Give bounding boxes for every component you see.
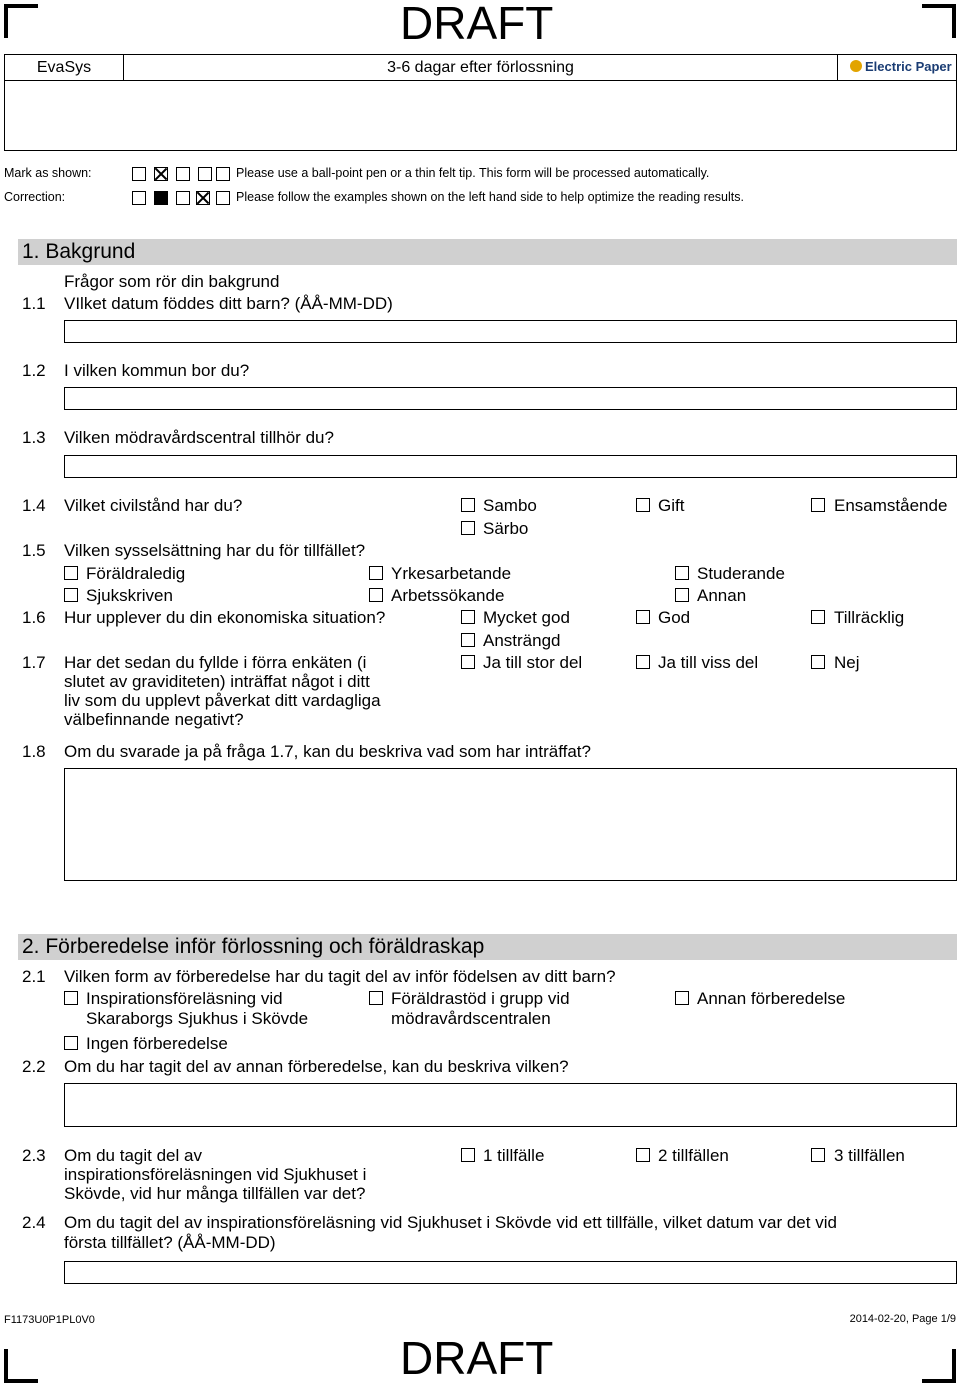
q2-1-checkbox-inspirationsforelasning[interactable] [64, 991, 78, 1005]
q1-7-text-line-3: liv som du upplevt påverkat ditt vardagliga [64, 691, 381, 710]
q1-5-option-studerande: Studerande [697, 564, 785, 583]
footer-form-code: F1173U0P1PL0V0 [4, 1314, 95, 1326]
q1-6-text: Hur upplever du din ekonomiska situation? [64, 608, 386, 627]
q1-6-checkbox-god[interactable] [636, 610, 650, 624]
q1-2-text: I vilken kommun bor du? [64, 361, 250, 380]
q2-2-number: 2.2 [22, 1057, 46, 1076]
q1-4-option-gift: Gift [658, 496, 685, 515]
q2-3-option-3-tillfallen: 3 tillfällen [834, 1146, 905, 1165]
q2-1-number: 2.1 [22, 967, 46, 986]
q1-7-number: 1.7 [22, 653, 46, 672]
q2-4-text-line-2: första tillfället? (ÅÅ-MM-DD) [64, 1233, 276, 1252]
example-checkbox-empty-1 [132, 167, 146, 181]
header-title: 3-6 dagar efter förlossning [387, 59, 574, 76]
q2-3-checkbox-2-tillfallen[interactable] [636, 1148, 650, 1162]
q1-1-text: VIlket datum föddes ditt barn? (ÅÅ-MM-DD) [64, 294, 393, 313]
q1-6-checkbox-mycket-god[interactable] [461, 610, 475, 624]
example-checkbox-empty-2 [176, 167, 190, 181]
corner-mark-bottom-left [4, 1349, 38, 1383]
q2-1-option-inspiration-line-2: Skaraborgs Sjukhus i Skövde [86, 1009, 309, 1028]
q1-5-option-foraldraledig: Föräldraledig [86, 564, 186, 583]
q2-4-text-line-1: Om du tagit del av inspirationsföreläsning vid Sjukhuset i Skövde vid ett tillfälle, vilket datum var det vid [64, 1213, 837, 1232]
q1-6-option-god: God [658, 608, 691, 627]
mark-instruction: Please use a ball-point pen or a thin felt tip. This form will be processed automatically. [236, 166, 710, 180]
q1-4-number: 1.4 [22, 496, 46, 515]
q1-5-option-arbetssokande: Arbetssökande [391, 586, 505, 605]
q2-2-text: Om du har tagit del av annan förberedelse, kan du beskriva vilken? [64, 1057, 569, 1076]
q1-5-option-sjukskriven: Sjukskriven [86, 586, 173, 605]
example-checkbox-empty-3 [198, 167, 212, 181]
section-2-title: 2. Förberedelse inför förlossning och föräldraskap [18, 934, 957, 960]
mark-label: Mark as shown: [4, 166, 92, 180]
q1-6-checkbox-tillracklig[interactable] [811, 610, 825, 624]
q2-4-number: 2.4 [22, 1213, 46, 1232]
correction-checkbox-empty-3 [216, 191, 230, 205]
q1-3-number: 1.3 [22, 428, 46, 447]
q1-7-checkbox-ja-till-viss-del[interactable] [636, 655, 650, 669]
q2-1-checkbox-annan-forberedelse[interactable] [675, 991, 689, 1005]
footer-date-page: 2014-02-20, Page 1/9 [849, 1313, 956, 1325]
correction-instruction: Please follow the examples shown on the left hand side to help optimize the reading results. [236, 190, 744, 204]
q1-7-text-line-2: slutet av graviditeten) inträffat något i ditt [64, 672, 370, 691]
q1-5-checkbox-sjukskriven[interactable] [64, 588, 78, 602]
q2-3-checkbox-1-tillfalle[interactable] [461, 1148, 475, 1162]
q1-6-number: 1.6 [22, 608, 46, 627]
q1-6-option-mycket-god: Mycket god [483, 608, 570, 627]
example-checkbox-crossed [154, 167, 168, 181]
q1-2-answer-field[interactable] [64, 387, 957, 410]
q1-7-option-ja-till-viss-del: Ja till viss del [658, 653, 759, 672]
q1-4-option-sambo: Sambo [483, 496, 537, 515]
q2-4-answer-field[interactable] [64, 1261, 957, 1284]
q2-1-option-annan-forberedelse: Annan förberedelse [697, 989, 846, 1008]
corner-mark-bottom-right [922, 1349, 956, 1383]
q1-1-number: 1.1 [22, 294, 46, 313]
q2-1-option-foraldrastod-line-1: Föräldrastöd i grupp vid [391, 989, 570, 1008]
q1-6-option-tillracklig: Tillräcklig [834, 608, 905, 627]
q1-4-checkbox-ensamstaende[interactable] [811, 498, 825, 512]
q1-3-answer-field[interactable] [64, 455, 957, 478]
header-logo-cell [837, 55, 957, 81]
example-checkbox-empty-4 [216, 167, 230, 181]
q1-7-checkbox-ja-till-stor-del[interactable] [461, 655, 475, 669]
correction-label: Correction: [4, 190, 66, 204]
q2-3-number: 2.3 [22, 1146, 46, 1165]
q1-5-checkbox-foraldraledig[interactable] [64, 566, 78, 580]
q1-5-checkbox-annan[interactable] [675, 588, 689, 602]
q2-1-option-foraldrastod-line-2: mödravårdscentralen [391, 1009, 551, 1028]
q1-5-checkbox-studerande[interactable] [675, 566, 689, 580]
q1-4-checkbox-gift[interactable] [636, 498, 650, 512]
section-1-subtitle: Frågor som rör din bakgrund [64, 272, 280, 291]
correction-checkbox-empty-2 [176, 191, 190, 205]
logo-text: Electric Paper [865, 59, 952, 74]
q1-4-checkbox-sambo[interactable] [461, 498, 475, 512]
q1-7-option-nej: Nej [834, 653, 860, 672]
correction-checkbox-crossed [196, 191, 210, 205]
q2-2-answer-field[interactable] [64, 1083, 957, 1127]
q1-5-number: 1.5 [22, 541, 46, 560]
q1-8-number: 1.8 [22, 742, 46, 761]
q1-5-option-annan: Annan [697, 586, 747, 605]
q1-3-text: Vilken mödravårdscentral tillhör du? [64, 428, 334, 447]
q1-4-checkbox-sarbo[interactable] [461, 521, 475, 535]
q1-5-checkbox-yrkesarbetande[interactable] [369, 566, 383, 580]
q1-1-answer-field[interactable] [64, 320, 957, 343]
q1-5-text: Vilken sysselsättning har du för tillfället? [64, 541, 366, 560]
q1-8-answer-field[interactable] [64, 768, 957, 881]
q1-8-text: Om du svarade ja på fråga 1.7, kan du beskriva vad som har inträffat? [64, 742, 591, 761]
draft-watermark-top: DRAFT [400, 0, 554, 49]
q2-3-text-line-2: inspirationsföreläsningen vid Sjukhuset i [64, 1165, 367, 1184]
header-left: EvaSys [5, 55, 124, 81]
q1-6-option-anstrangd: Ansträngd [483, 631, 561, 650]
q2-3-text-line-1: Om du tagit del av [64, 1146, 202, 1165]
q1-4-option-sarbo: Särbo [483, 519, 529, 538]
correction-checkbox-empty-1 [132, 191, 146, 205]
q2-1-option-inspiration-line-1: Inspirationsföreläsning vid [86, 989, 283, 1008]
draft-watermark-bottom: DRAFT [400, 1332, 554, 1384]
q1-7-option-ja-till-stor-del: Ja till stor del [483, 653, 583, 672]
q2-1-option-ingen-forberedelse: Ingen förberedelse [86, 1034, 228, 1053]
q1-5-checkbox-arbetssokande[interactable] [369, 588, 383, 602]
form-header [4, 54, 957, 151]
electric-paper-logo [850, 59, 952, 74]
q2-1-checkbox-ingen-forberedelse[interactable] [64, 1036, 78, 1050]
q2-1-checkbox-foraldrastod[interactable] [369, 991, 383, 1005]
q2-3-option-2-tillfallen: 2 tillfällen [658, 1146, 729, 1165]
q1-7-checkbox-nej[interactable] [811, 655, 825, 669]
q2-1-text: Vilken form av förberedelse har du tagit del av inför födelsen av ditt barn? [64, 967, 616, 986]
q1-4-option-ensamstaende: Ensamstående [834, 496, 948, 515]
section-1-title: 1. Bakgrund [18, 239, 957, 265]
corner-mark-top-right [922, 4, 956, 38]
q1-4-text: Vilket civilstånd har du? [64, 496, 243, 515]
q1-2-number: 1.2 [22, 361, 46, 380]
correction-checkbox-filled [154, 191, 168, 205]
q2-3-option-1-tillfalle: 1 tillfälle [483, 1146, 545, 1165]
q2-3-checkbox-3-tillfallen[interactable] [811, 1148, 825, 1162]
corner-mark-top-left [4, 4, 38, 38]
logo-icon [850, 60, 862, 72]
q1-5-option-yrkesarbetande: Yrkesarbetande [391, 564, 512, 583]
q1-7-text-line-1: Har det sedan du fyllde i förra enkäten (i [64, 653, 367, 672]
q1-7-text-line-4: välbefinnande negativt? [64, 710, 244, 729]
q2-3-text-line-3: Skövde, vid hur många tillfällen var det? [64, 1184, 366, 1203]
q1-6-checkbox-anstrangd[interactable] [461, 633, 475, 647]
